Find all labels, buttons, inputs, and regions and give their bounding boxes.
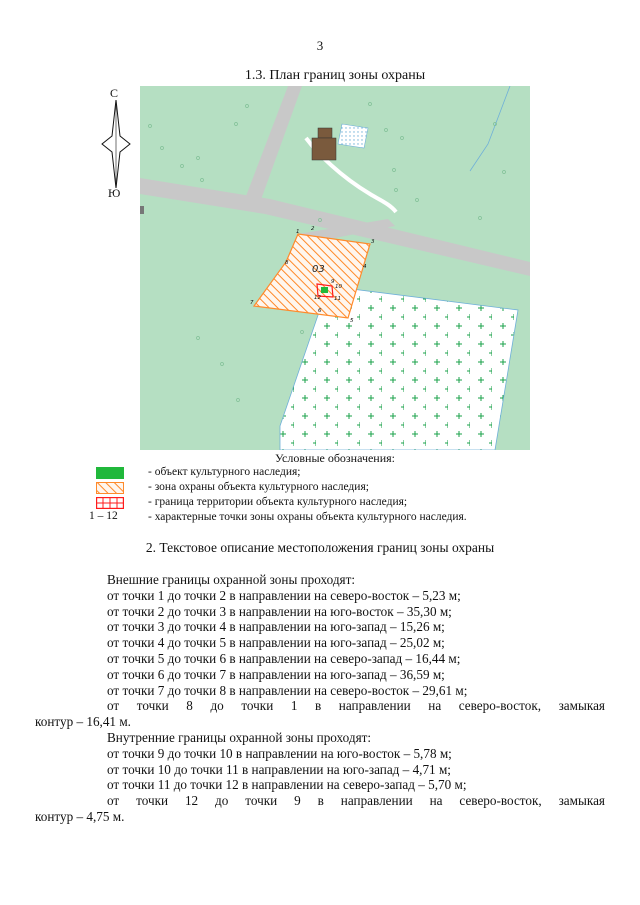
legend-zone-swatch xyxy=(96,482,124,494)
point-label-5: 5 xyxy=(350,318,354,324)
boundary-description xyxy=(35,572,605,825)
point-label-4: 4 xyxy=(363,264,367,270)
inner-heading: Внутренние границы охранной зоны проходят: xyxy=(107,729,372,745)
legend-points-text: - характерные точки зоны охраны объекта культурного наследия. xyxy=(148,511,467,523)
inner-line-4: от точки 12 до точки 9 в направлении на северо-восток, замыкая xyxy=(107,793,605,809)
inner-line-3: от точки 11 до точки 12 в направлении на северо-запад – 5,70 м; xyxy=(107,777,467,793)
map-title: 1.3. План границ зоны охраны xyxy=(244,68,426,83)
outer-line-1: от точки 1 до точки 2 в направлении на северо-восток – 5,23 м; xyxy=(107,587,461,603)
point-label-12: 12 xyxy=(314,295,321,301)
map-canvas xyxy=(140,86,530,450)
inner-line-4-cont: контур – 4,75 м. xyxy=(35,808,125,824)
outer-line-8-cont: контур – 16,41 м. xyxy=(35,714,131,730)
compass-north-label: С xyxy=(110,86,119,100)
point-label-6: 6 xyxy=(318,308,322,314)
point-label-2: 2 xyxy=(311,226,315,232)
outer-heading: Внешние границы охранной зоны проходят: xyxy=(107,572,356,587)
compass xyxy=(96,86,136,206)
outer-line-5: от точки 5 до точки 6 в направлении на северо-запад – 16,44 м; xyxy=(107,650,461,666)
outer-line-4: от точки 4 до точки 5 в направлении на юго-запад – 25,02 м; xyxy=(107,635,445,651)
point-label-7: 7 xyxy=(250,300,254,306)
legend-heritage-text: - объект культурного наследия; xyxy=(148,466,301,478)
page-number: 3 xyxy=(316,38,324,53)
outer-line-7: от точки 7 до точки 8 в направлении на северо-восток – 29,61 м; xyxy=(107,682,468,698)
point-label-11: 11 xyxy=(334,296,341,302)
dotted-area xyxy=(338,124,368,148)
compass-south-label: Ю xyxy=(108,186,121,200)
outer-line-8: от точки 8 до точки 1 в направлении на северо-восток, замыкая xyxy=(107,698,605,714)
point-label-8: 8 xyxy=(285,260,289,266)
legend-boundary-swatch xyxy=(96,497,124,509)
building-small xyxy=(318,128,332,138)
point-label-1: 1 xyxy=(296,229,300,235)
heritage-object xyxy=(321,287,328,293)
map-panel xyxy=(140,86,530,450)
legend-zone-text: - зона охраны объекта культурного наследия; xyxy=(148,481,369,493)
legend-heritage-swatch xyxy=(96,467,124,479)
building xyxy=(312,138,336,160)
legend-points-symbol: 1 – 12 xyxy=(89,510,118,522)
legend-title: Условные обозначения: xyxy=(274,451,396,465)
inner-line-1: от точки 9 до точки 10 в направлении на юго-восток – 5,78 м; xyxy=(107,745,452,761)
outer-line-3: от точки 3 до точки 4 в направлении на юго-запад – 15,26 м; xyxy=(107,619,445,635)
section2-title: 2. Текстовое описание местоположения границ зоны охраны xyxy=(145,540,495,555)
point-label-9: 9 xyxy=(331,279,335,285)
inner-line-2: от точки 10 до точки 11 в направлении на юго-запад – 4,71 м; xyxy=(107,761,451,777)
point-label-10: 10 xyxy=(335,284,342,290)
point-label-3: 3 xyxy=(371,239,375,245)
outer-line-2: от точки 2 до точки 3 в направлении на юго-восток – 35,30 м; xyxy=(107,603,452,619)
legend-boundary-text: - граница территории объекта культурного наследия; xyxy=(148,496,408,508)
outer-line-6: от точки 6 до точки 7 в направлении на юго-запад – 36,59 м; xyxy=(107,666,445,682)
map-edge-marker xyxy=(140,206,144,214)
zone-label: 03 xyxy=(312,264,325,275)
